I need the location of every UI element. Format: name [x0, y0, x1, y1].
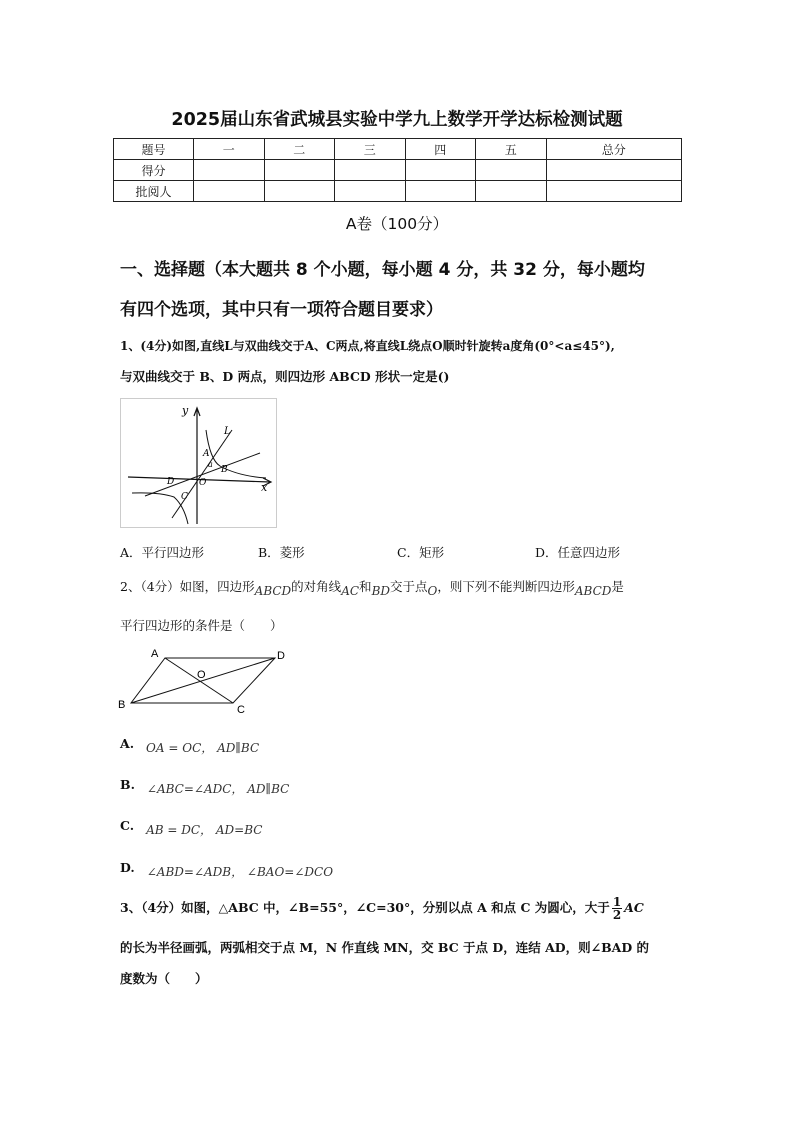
section-heading-line2: 有四个选项，其中只有一项符合题目要求）: [120, 300, 443, 320]
table-cell[interactable]: [194, 181, 265, 202]
q2-text-line1: 2、（4分）如图，四边形ABCD的对角线AC和BD交于点O，则下列不能判断四边形ABCD是: [120, 579, 624, 598]
center-label-O: O: [197, 669, 206, 681]
table-cell: 三: [335, 139, 406, 160]
table-row: [114, 181, 682, 202]
point-label-B: B: [221, 465, 228, 475]
vertex-label-D: D: [277, 650, 285, 662]
table-cell[interactable]: [476, 160, 547, 181]
q2-option-d[interactable]: D. ∠ABD=∠ADB， ∠BAO=∠DCO: [120, 860, 334, 879]
page-title: 2025届山东省武城县实验中学九上数学开学达标检测试题: [171, 110, 623, 130]
q1-option-a[interactable]: A．平行四边形: [120, 545, 205, 560]
table-cell: 批阅人: [114, 181, 194, 202]
q3-text-line1: 3、（4分）如图，△ABC 中，∠B=55°，∠C=30°，分别以点 A 和点 C 为圆心，大于 $\frac{1}{2}$ AC: [120, 895, 644, 922]
q1-option-b[interactable]: B．菱形: [258, 545, 305, 560]
q2-parallelogram-figure: [115, 645, 295, 717]
origin-label-O: O: [199, 478, 207, 488]
q2-option-b[interactable]: B. ∠ABC=∠ADC， AD∥BC: [120, 777, 290, 796]
q1-option-c[interactable]: C．矩形: [397, 545, 445, 560]
table-cell[interactable]: [405, 160, 476, 181]
angle-label-a: a: [208, 460, 213, 469]
q2-option-c[interactable]: C. AB = DC， AD=BC: [120, 818, 263, 837]
table-cell[interactable]: [546, 181, 682, 202]
volume-heading: A卷（100分）: [345, 215, 449, 233]
table-cell[interactable]: [335, 160, 406, 181]
fraction-one-half: $\frac{1}{2}$: [612, 895, 622, 922]
table-cell[interactable]: [476, 181, 547, 202]
q2-text-line2: 平行四边形的条件是（ ）: [120, 618, 283, 633]
table-cell: 总分: [546, 139, 682, 160]
table-cell: 二: [264, 139, 335, 160]
section-heading-line1: 一、选择题（本大题共 8 个小题，每小题 4 分，共 32 分，每小题均: [120, 260, 645, 280]
vertex-label-A: A: [151, 648, 159, 660]
table-row: [114, 139, 682, 160]
line-label-L: L: [224, 426, 231, 437]
q2-option-a[interactable]: A. OA = OC， AD∥BC: [120, 736, 260, 755]
table-cell[interactable]: [546, 160, 682, 181]
y-axis-label: y: [182, 404, 189, 417]
table-cell[interactable]: [194, 160, 265, 181]
q1-hyperbola-figure: [120, 398, 277, 528]
q1-option-d[interactable]: D．任意四边形: [535, 545, 621, 560]
score-table: [113, 138, 682, 202]
table-cell[interactable]: [264, 160, 335, 181]
table-row: [114, 160, 682, 181]
table-cell[interactable]: [335, 181, 406, 202]
point-label-A: A: [203, 449, 210, 459]
table-cell[interactable]: [264, 181, 335, 202]
vertex-label-B: B: [118, 699, 126, 711]
point-label-D: D: [167, 477, 175, 487]
q3-text-line3: 度数为（ ）: [120, 971, 208, 986]
q3-text-line2: 的长为半径画弧，两弧相交于点 M，N 作直线 MN，交 BC 于点 D，连结 AD，则∠BAD 的: [120, 940, 650, 955]
table-cell: 题号: [114, 139, 194, 160]
table-cell: 一: [194, 139, 265, 160]
q1-text-line2: 与双曲线交于 B、D 两点，则四边形 ABCD 形状一定是(): [120, 369, 450, 384]
point-label-C: C: [181, 492, 188, 502]
table-cell: 得分: [114, 160, 194, 181]
q1-text-line1: 1、(4分)如图,直线L与双曲线交于A、C两点,将直线L绕点O顺时针旋转a度角(0°<a≤45°),: [120, 339, 615, 353]
table-cell: 五: [476, 139, 547, 160]
x-axis-label: x: [261, 481, 268, 494]
vertex-label-C: C: [237, 704, 245, 716]
table-cell: 四: [405, 139, 476, 160]
table-cell[interactable]: [405, 181, 476, 202]
